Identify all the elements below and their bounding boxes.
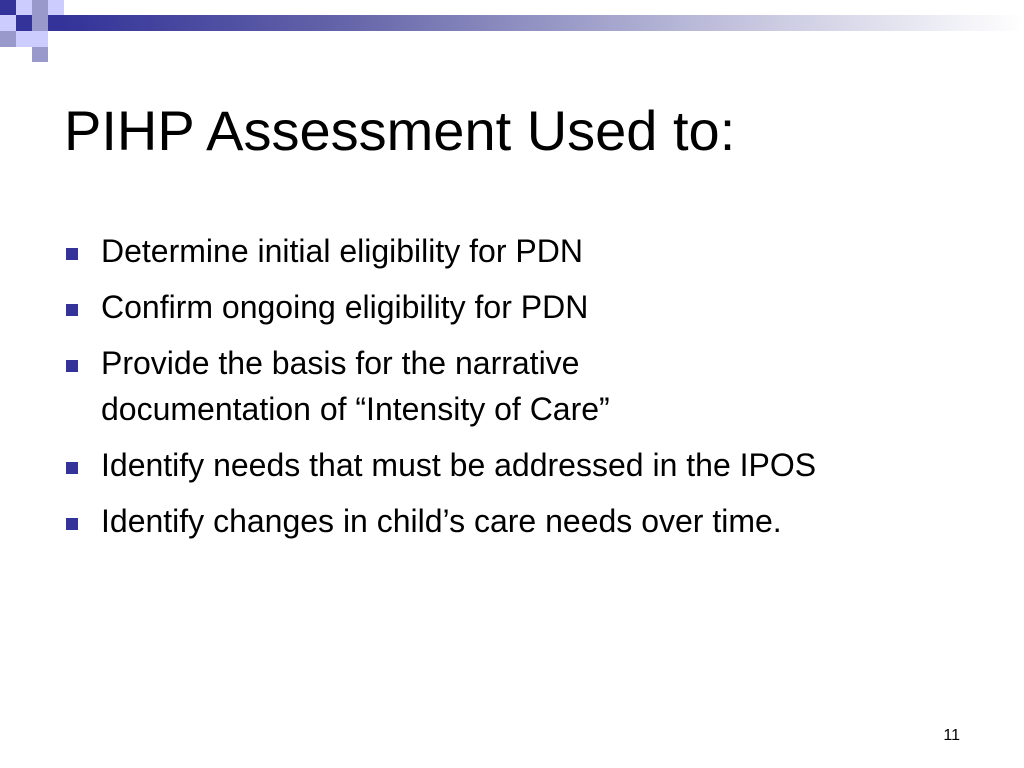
decor-square-pale bbox=[48, 0, 64, 15]
square-bullet-icon bbox=[66, 248, 78, 260]
bullet-text: Confirm ongoing eligibility for PDN bbox=[101, 289, 589, 325]
bullet-list bbox=[64, 228, 964, 554]
square-bullet-icon bbox=[66, 518, 78, 530]
square-bullet-icon bbox=[66, 304, 78, 316]
decor-square-lavender bbox=[32, 15, 48, 31]
bullet-item bbox=[64, 340, 741, 432]
bullet-item bbox=[64, 442, 941, 488]
decor-square-navy bbox=[48, 15, 64, 31]
page-number: 11 bbox=[943, 727, 960, 744]
decor-square-pale bbox=[32, 31, 48, 47]
bullet-item bbox=[64, 228, 964, 274]
decor-square-pale bbox=[16, 31, 32, 47]
bullet-item bbox=[64, 498, 964, 544]
decor-square-lavender bbox=[0, 31, 16, 47]
decor-square-lavender bbox=[32, 0, 48, 15]
square-bullet-icon bbox=[66, 360, 78, 372]
bullet-item bbox=[64, 284, 964, 330]
square-bullet-icon bbox=[66, 462, 78, 474]
bullet-text: Provide the basis for the narrative documentation of “Intensity of Care” bbox=[101, 345, 610, 427]
bullet-text: Identify changes in child’s care needs over time. bbox=[101, 503, 782, 539]
bullet-text: Identify needs that must be addressed in the IPOS bbox=[101, 447, 817, 483]
slide-title: PIHP Assessment Used to: bbox=[64, 99, 736, 162]
decor-square-pale bbox=[16, 0, 32, 15]
decor-square-pale bbox=[0, 15, 16, 31]
decor-square-navy bbox=[16, 15, 32, 31]
header-gradient-bar bbox=[64, 15, 1024, 31]
decor-square-lavender bbox=[32, 47, 48, 62]
decor-square-navy bbox=[0, 0, 16, 15]
bullet-text: Determine initial eligibility for PDN bbox=[101, 233, 583, 269]
